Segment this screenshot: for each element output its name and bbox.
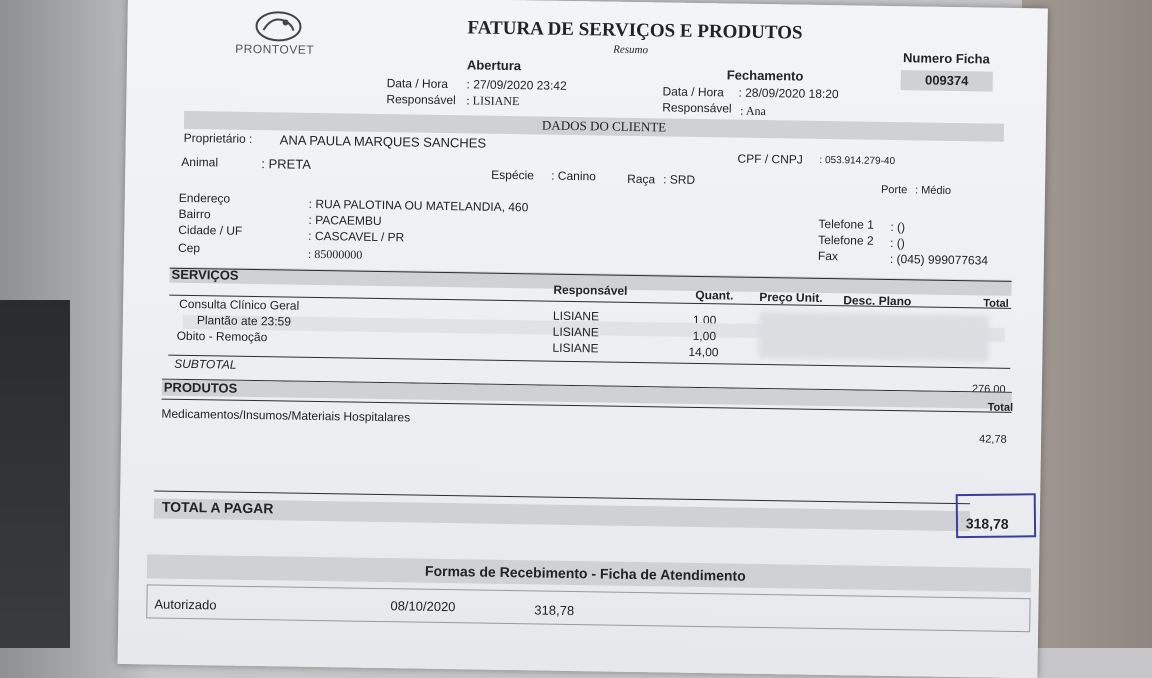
col-preco-unit: Preço Unit. — [759, 289, 823, 305]
abertura-responsavel-label: Responsável — [386, 92, 456, 108]
subtotal-label: SUBTOTAL — [174, 356, 237, 372]
servico-row-3-qtd: 14,00 — [688, 344, 719, 360]
abertura-data-label: Data / Hora — [386, 76, 449, 92]
animal-value: : PRETA — [261, 156, 312, 172]
background-shadow — [0, 300, 70, 648]
handwritten-box-mark — [956, 493, 1036, 538]
abertura-data-value: : 27/09/2020 23:42 — [466, 77, 567, 93]
cliente-section-title: DADOS DO CLIENTE — [541, 117, 667, 135]
proprietario-label: Proprietário : — [183, 130, 253, 146]
recebimento-valor: 318,78 — [534, 602, 575, 619]
animal-label: Animal — [181, 154, 219, 170]
abertura-responsavel-value: : LISIANE — [466, 93, 520, 109]
page-subtitle: Resumo — [613, 43, 649, 57]
telefone1-value: : () — [890, 220, 906, 235]
servico-row-2-qtd: 1,00 — [692, 328, 717, 344]
servico-row-1-desc: Consulta Clínico Geral — [179, 296, 300, 313]
endereco-label: Endereço — [178, 190, 231, 206]
recebimento-title: Formas de Recebimento - Ficha de Atendimento — [424, 562, 746, 584]
prontovet-logo-icon — [251, 8, 306, 45]
col-desc-plano: Desc. Plano — [843, 293, 912, 309]
cidade-label: Cidade / UF — [178, 222, 243, 238]
numero-ficha-value: 009374 — [901, 70, 993, 91]
total-label: TOTAL A PAGAR — [161, 498, 274, 517]
endereco-value: : RUA PALOTINA OU MATELANDIA, 460 — [308, 196, 529, 215]
subtotal-value: 276,00 — [971, 383, 1006, 396]
numero-ficha-label: Numero Ficha — [902, 50, 990, 67]
porte-value: : Médio — [914, 184, 952, 197]
especie-value: : Canino — [551, 168, 597, 184]
raca-label: Raça — [627, 171, 656, 187]
servico-row-1-qtd: 1,00 — [692, 312, 717, 328]
total-valor: 318,78 — [965, 515, 1009, 532]
fax-value: : (045) 999077634 — [889, 252, 989, 268]
proprietario-value: ANA PAULA MARQUES SANCHES — [279, 132, 487, 151]
raca-value: : SRD — [663, 172, 696, 187]
produto-item-desc: Medicamentos/Insumos/Materiais Hospitalares — [161, 406, 411, 425]
fechamento-responsavel-label: Responsável — [662, 100, 732, 116]
abertura-label: Abertura — [466, 57, 522, 74]
page-title: FATURA DE SERVIÇOS E PRODUTOS — [467, 17, 803, 44]
fax-label: Fax — [817, 248, 839, 264]
telefone2-label: Telefone 2 — [818, 232, 874, 248]
brand-name: PRONTOVET — [235, 41, 315, 57]
redacted-values — [758, 312, 989, 362]
cep-label: Cep — [177, 240, 201, 256]
telefone1-label: Telefone 1 — [818, 216, 874, 232]
cpf-value: : 053.914.279-40 — [819, 154, 896, 168]
fechamento-data-label: Data / Hora — [662, 84, 724, 100]
servicos-title: SERVIÇOS — [171, 266, 239, 283]
col-quant: Quant. — [695, 287, 734, 303]
telefone2-value: : () — [890, 236, 905, 251]
servico-row-3-resp: LISIANE — [552, 340, 599, 356]
produto-item-valor: 42,78 — [979, 433, 1007, 446]
especie-label: Espécie — [491, 167, 535, 183]
total-bar — [154, 498, 970, 531]
recebimento-status: Autorizado — [154, 596, 217, 613]
invoice-paper — [117, 0, 1047, 678]
servico-row-3-desc: Obito - Remoção — [176, 328, 268, 345]
servico-row-1-resp: LISIANE — [552, 308, 600, 324]
cpf-label: CPF / CNPJ — [737, 151, 803, 167]
fechamento-responsavel-value: : Ana — [740, 103, 767, 119]
recebimento-data: 08/10/2020 — [390, 598, 456, 615]
servico-row-2-resp: LISIANE — [552, 324, 599, 340]
fechamento-label: Fechamento — [726, 67, 804, 84]
col-total: Total — [983, 297, 1009, 310]
produtos-title: PRODUTOS — [163, 379, 238, 396]
bairro-value: : PACAEMBU — [308, 212, 382, 229]
fechamento-data-value: : 28/09/2020 18:20 — [738, 85, 839, 102]
porte-label: Porte — [880, 183, 908, 197]
bairro-label: Bairro — [178, 206, 211, 222]
cidade-value: : CASCAVEL / PR — [308, 228, 405, 245]
col-responsavel: Responsável — [553, 282, 628, 298]
cep-value: : 85000000 — [307, 246, 363, 262]
servico-row-2-desc: Plantão ate 23:59 — [196, 313, 292, 329]
produtos-total-col: Total — [987, 401, 1014, 414]
recebimento-row — [146, 584, 1030, 632]
